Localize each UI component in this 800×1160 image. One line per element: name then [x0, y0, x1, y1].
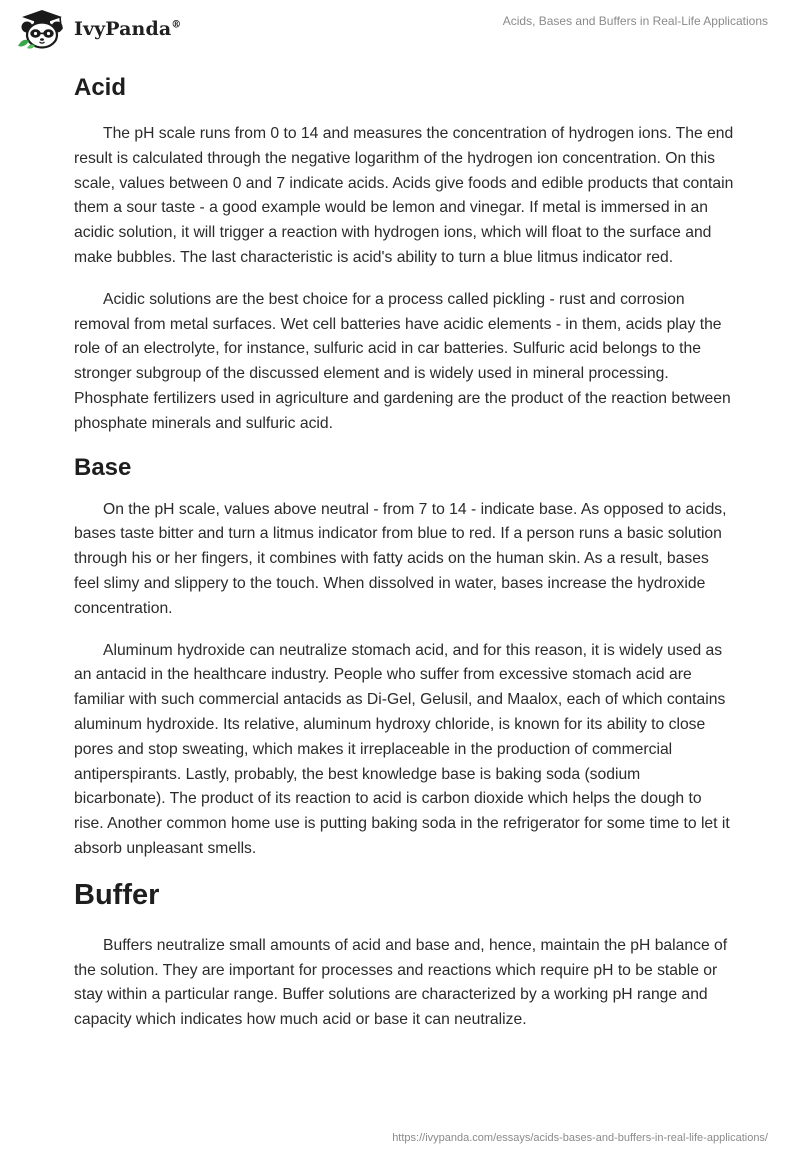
- brand-name: IvyPanda®: [74, 18, 182, 40]
- panda-logo-icon: [14, 8, 70, 50]
- source-url[interactable]: https://ivypanda.com/essays/acids-bases-and-buffers-in-real-life-applications/: [392, 1132, 768, 1144]
- acid-paragraph-1: The pH scale runs from 0 to 14 and measures the concentration of hydrogen ions. The end result is calculated through the negative logarithm of the hydrogen ion concentration. On this scale, values between 0 and 7 indicate acids. Acids give foods and edible products that contain them a sour taste - a good example would be lemon and vinegar. If metal is immersed in an acidic solution, it will trigger a reaction with hydrogen ions, which will float to the surface and make bubbles. The last characteristic is acid's ability to turn a blue litmus indicator red.: [74, 125, 734, 266]
- ivypanda-logo[interactable]: [14, 8, 181, 50]
- acid-paragraph-2: Acidic solutions are the best choice for a process called pickling - rust and corrosion removal from metal surfaces. Wet cell batteries have acidic elements - in them, acids play the role of an electrolyte, for instance, sulfuric acid in car batteries. Sulfuric acid belongs to the stronger subgroup of the discussed element and is widely used in mineral processing. Phosphate fertilizers used in agriculture and gardening are the product of the reaction between phosphate minerals and sulfuric acid.: [74, 290, 731, 432]
- section-heading-base: Base: [74, 453, 132, 481]
- base-paragraph-1: On the pH scale, values above neutral - from 7 to 14 - indicate base. As opposed to acids, bases taste bitter and turn a litmus indicator from blue to red. If a person runs a basic solution through his or her fingers, it combines with fatty acids on the human skin. As a result, bases feel slimy and slippery to the touch. When dissolved in water, bases increase the hydroxide concentration.: [74, 500, 727, 617]
- section-heading-buffer: Buffer: [74, 878, 160, 911]
- registered-mark: ®: [171, 19, 182, 31]
- base-paragraph-2: Aluminum hydroxide can neutralize stomach acid, and for this reason, it is widely used as an antacid in the healthcare industry. People who suffer from excessive stomach acid are familiar with such commercial antacids as Di-Gel, Gelusil, and Maalox, each of which contains aluminum hydroxide. Its relative, aluminum hydroxy chloride, is known for its ability to close pores and stop sweating, which makes it irreplaceable in the production of commercial antiperspirants. Lastly, probably, the best knowledge base is baking soda (sodium bicarbonate). The product of its reaction to acid is carbon dioxide which helps the dough to rise. Another common home use is putting baking soda in the refrigerator for some time to let it absorb unpleasant smells.: [74, 641, 730, 857]
- running-title: Acids, Bases and Buffers in Real-Life Applications: [502, 14, 768, 28]
- essay-content: [74, 70, 734, 1050]
- section-heading-acid: Acid: [74, 74, 127, 101]
- buffer-paragraph-1: Buffers neutralize small amounts of acid and base and, hence, maintain the pH balance of the solution. They are important for processes and reactions which require pH to be stable or stay within a particular range. Buffer solutions are characterized by a working pH range and capacity which indicates how much acid or base it can neutralize.: [74, 936, 728, 1029]
- page-header: [0, 0, 800, 60]
